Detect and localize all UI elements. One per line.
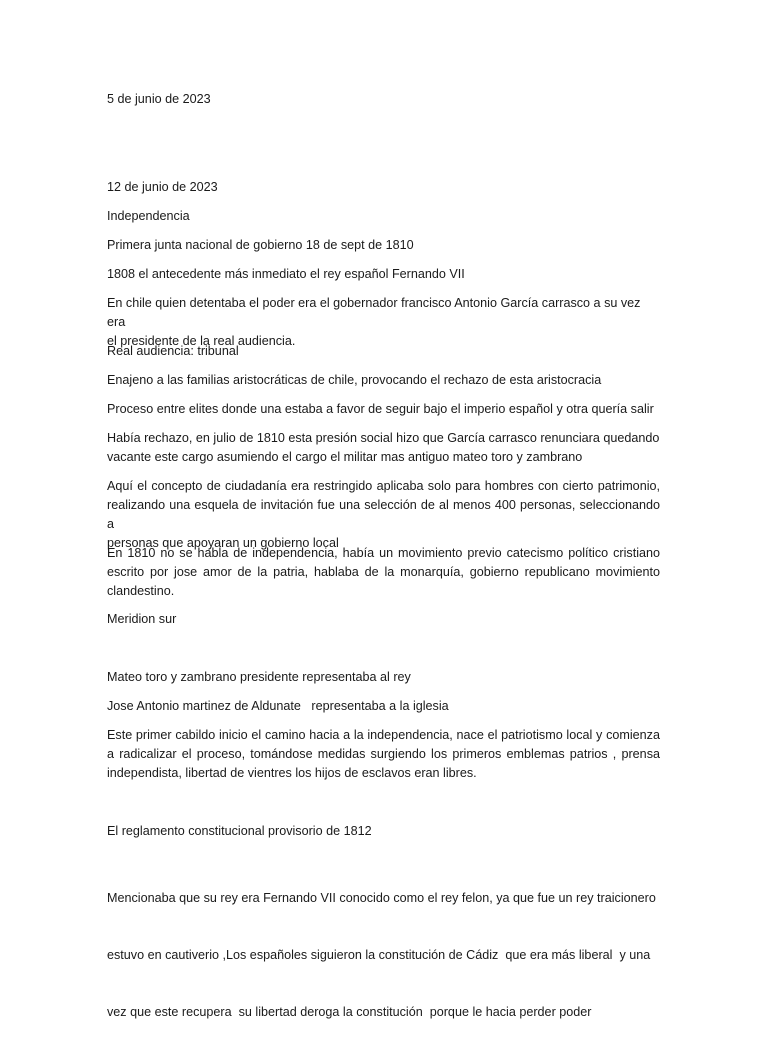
paragraph-junta: Primera junta nacional de gobierno 18 de sept de 1810: [107, 238, 414, 252]
paragraph-line: clandestino.: [107, 584, 175, 598]
paragraph-1810: [107, 544, 660, 601]
paragraph-line: personas que apoyaran un gobierno local: [107, 536, 339, 550]
paragraph-real-audiencia: Real audiencia: tribunal: [107, 344, 239, 358]
paragraph-line: Este primer cabildo inicio el camino hacia a la independencia, nace el patriotismo local y comienza: [107, 728, 660, 742]
paragraph-line: vacante este cargo asumiendo el cargo el militar mas antiguo mateo toro y zambrano: [107, 450, 583, 464]
date-line-2: 12 de junio de 2023: [107, 180, 218, 194]
paragraph-line: escrito por jose amor de la patria, hablaba de la monarquía, gobierno republicano movimiento: [107, 565, 660, 579]
paragraph-line: vez que este recupera su libertad deroga la constitución porque le hacia perder poder: [107, 1005, 592, 1019]
paragraph-reglamento: El reglamento constitucional provisorio de 1812: [107, 824, 372, 838]
paragraph-line: estuvo en cautiverio ,Los españoles siguieron la constitución de Cádiz que era más liberal y una: [107, 948, 651, 962]
paragraph-line: independista, libertad de vientres los hijos de esclavos eran libres.: [107, 766, 477, 780]
paragraph-rechazo: [107, 429, 660, 467]
paragraph-line: realizando una esquela de invitación fue una selección de al menos 400 personas, seleccionando a: [107, 498, 660, 531]
paragraph-line: Aquí el concepto de ciudadanía era restringido aplicaba solo para hombres con cierto patrimonio,: [107, 479, 660, 493]
section-heading: Independencia: [107, 209, 190, 223]
paragraph-fernando: [107, 851, 660, 1060]
paragraph-mateo: Mateo toro y zambrano presidente representaba al rey: [107, 670, 411, 684]
paragraph-line: a radicalizar el proceso, tomándose medidas surgiendo los primeros emblemas patrios , prensa: [107, 747, 660, 761]
paragraph-1808: 1808 el antecedente más inmediato el rey español Fernando VII: [107, 267, 465, 281]
paragraph-jose: Jose Antonio martinez de Aldunate representaba a la iglesia: [107, 699, 449, 713]
date-line-1: 5 de junio de 2023: [107, 92, 211, 106]
paragraph-line: Había rechazo, en julio de 1810 esta presión social hizo que García carrasco renunciara quedando: [107, 431, 660, 445]
paragraph-ciudadania: [107, 477, 660, 553]
paragraph-line: el presidente de la real audiencia.: [107, 334, 296, 348]
paragraph-line: En chile quien detentaba el poder era el gobernador francisco Antonio García carrasco a su vez era: [107, 296, 641, 329]
paragraph-cabildo: [107, 726, 660, 783]
paragraph-line: En 1810 no se habla de independencia, había un movimiento previo catecismo político cristiano: [107, 546, 660, 560]
paragraph-meridion: Meridion sur: [107, 612, 177, 626]
paragraph-proceso: Proceso entre elites donde una estaba a favor de seguir bajo el imperio español y otra quería salir: [107, 402, 654, 416]
paragraph-enajeno: Enajeno a las familias aristocráticas de chile, provocando el rechazo de esta aristocracia: [107, 373, 602, 387]
paragraph-line: Mencionaba que su rey era Fernando VII conocido como el rey felon, ya que fue un rey traicionero: [107, 891, 656, 905]
